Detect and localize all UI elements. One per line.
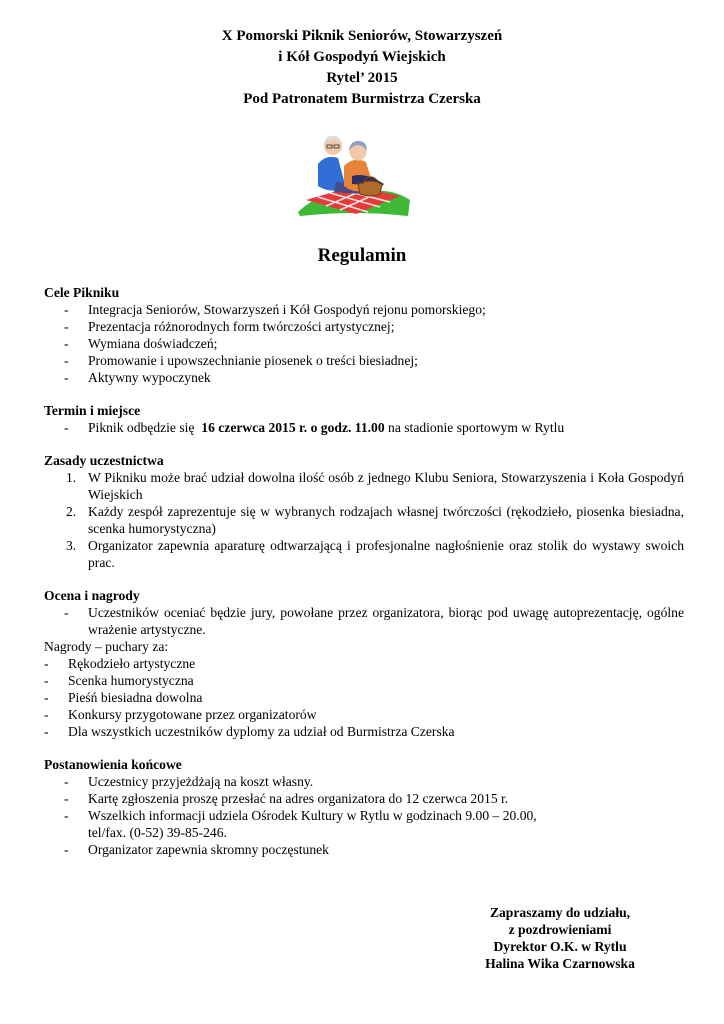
list-item: - Aktywny wypoczynek [44,369,684,386]
header-line-4: Pod Patronatem Burmistrza Czerska [243,91,481,107]
item-text: Organizator zapewnia aparaturę odtwarzającą i profesjonalne nagłośnienie oraz stolik do wystawy swoich prac. [88,538,684,570]
document-title: Regulamin [317,245,407,266]
nagrody-label: Nagrody – puchary za: [44,639,169,654]
termin-post: na stadionie sportowym w Rytlu [388,420,565,435]
section-postanowienia [44,756,684,858]
termin-list [44,419,684,436]
section-termin [44,402,684,436]
item-number: 1. [66,470,77,485]
item-number: 3. [66,538,77,553]
list-item [44,503,684,537]
item-number: 2. [66,504,77,519]
document-body [44,284,684,858]
nagrody-list [24,655,684,740]
signature-block [470,904,650,972]
list-item: - Integracja Seniorów, Stowarzyszeń i Kół Gospodyń rejonu pomorskiego; [44,301,684,318]
footer-line-1: Zapraszamy do udziału, [489,905,631,920]
document-header [0,26,724,110]
list-item: - Prezentacja różnorodnych form twórczości artystycznej; [44,318,684,335]
list-item: - Scenka humorystyczna [24,672,684,689]
list-item [44,469,684,503]
list-item: - Wszelkich informacji udziela Ośrodek Kultury w Rytlu w godzinach 9.00 – 20.00, tel/fax. (0-52) 39-85-246. [44,807,568,841]
list-item: - Kartę zgłoszenia proszę przesłać na adres organizatora do 12 czerwca 2015 r. [44,790,684,807]
list-item: - Konkursy przygotowane przez organizatorów [24,706,684,723]
list-item: - Pieśń biesiadna dowolna [24,689,684,706]
header-line-1: X Pomorski Piknik Seniorów, Stowarzyszeń [221,28,503,44]
item-text: Każdy zespół zaprezentuje się w wybranych rodzajach własnej twórczości (rękodzieło, piosenka biesiadna, scenka humorystyczna) [88,504,684,536]
footer-line-3: Dyrektor O.K. w Rytlu [493,939,627,954]
termin-pre: Piknik odbędzie się [88,420,195,435]
cele-list [44,301,684,386]
postanowienia-list [44,773,684,858]
header-line-3: Rytel’ 2015 [326,70,398,86]
item-text: W Pikniku może brać udział dowolna ilość osób z jednego Klubu Seniora, Stowarzyszenia i Koła Gospodyń Wiejskich [88,470,684,502]
list-item [44,419,684,436]
section-cele [44,284,684,386]
section-title: Cele Pikniku [44,285,120,300]
footer-line-4: Halina Wika Czarnowska [485,956,635,971]
list-item: - Wymiana doświadczeń; [44,335,684,352]
list-item: - Rękodzieło artystyczne [24,655,684,672]
list-item: - Organizator zapewnia skromny poczęstunek [44,841,684,858]
section-title: Postanowienia końcowe [44,757,182,772]
seniors-picnic-illustration [296,126,412,218]
section-title: Termin i miejsce [44,403,141,418]
section-title: Zasady uczestnictwa [44,453,164,468]
zasady-list [44,469,684,571]
footer-line-2: z pozdrowieniami [508,922,612,937]
section-zasady [44,452,684,571]
section-ocena [44,587,684,740]
list-item: - Promowanie i upowszechnianie piosenek o treści biesiadnej; [44,352,684,369]
list-item [44,537,684,571]
termin-date: 16 czerwca 2015 r. o godz. 11.00 [201,420,385,435]
header-line-2: i Kół Gospodyń Wiejskich [278,49,446,65]
list-item: - Dla wszystkich uczestników dyplomy za udział od Burmistrza Czerska [24,723,684,740]
list-item: - Uczestników oceniać będzie jury, powołane przez organizatora, biorąc pod uwagę autoprezentację, ogólne wrażenie artystyczne. [44,604,684,638]
list-item: - Uczestnicy przyjeżdżają na koszt własny. [44,773,684,790]
ocena-jury-list [44,604,684,638]
section-title: Ocena i nagrody [44,588,140,603]
